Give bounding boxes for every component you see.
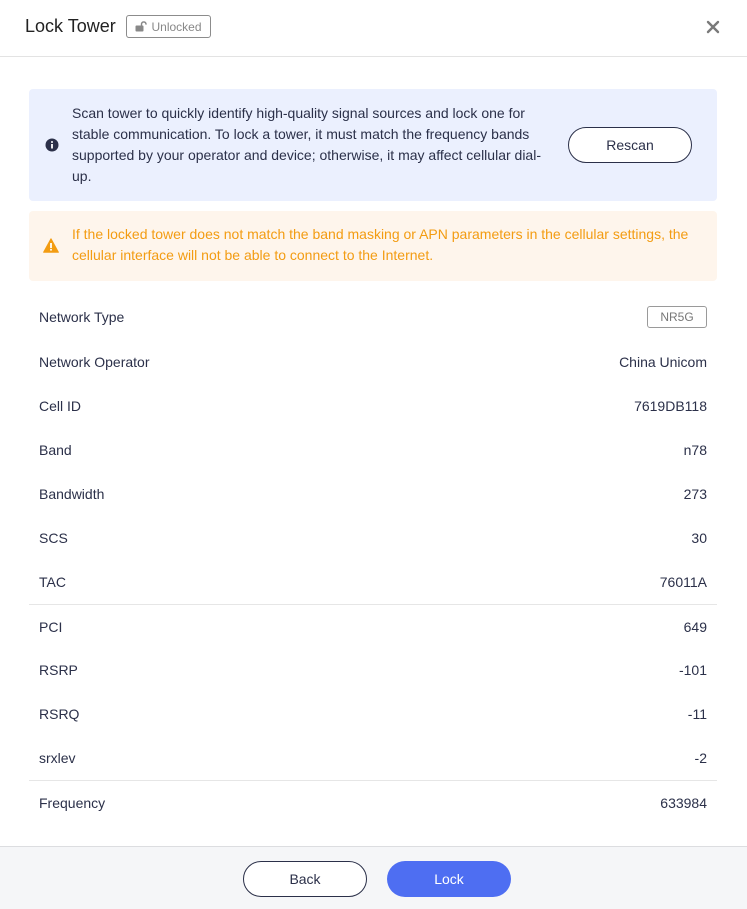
detail-row <box>29 648 717 692</box>
dialog-footer <box>0 846 747 909</box>
detail-value: 649 <box>683 619 707 635</box>
detail-row <box>29 692 717 736</box>
detail-label: Network Operator <box>39 354 150 370</box>
detail-value: n78 <box>683 442 707 458</box>
detail-label: RSRQ <box>39 706 80 722</box>
info-banner <box>29 89 717 201</box>
detail-value: 76011A <box>659 574 707 590</box>
detail-value: 7619DB118 <box>634 398 707 414</box>
dialog-header <box>0 0 747 57</box>
warning-text: If the locked tower does not match the band masking or APN parameters in the cellular settings, the cellular interface will not be able to connect to the Internet. <box>72 226 689 263</box>
detail-row <box>29 516 717 560</box>
detail-row <box>29 560 717 604</box>
network-type-badge: NR5G <box>647 306 707 328</box>
detail-row <box>29 472 717 516</box>
detail-label: Bandwidth <box>39 486 105 502</box>
close-icon[interactable] <box>704 18 722 36</box>
status-badge-label: Unlocked <box>151 19 202 34</box>
detail-label: Network Type <box>39 309 125 325</box>
detail-label: TAC <box>39 574 66 590</box>
detail-row <box>29 428 717 472</box>
info-text: Scan tower to quickly identify high-quality signal sources and lock one for stable communication. To lock a tower, it must match the frequency bands supported by your operator and device; otherwise, it may affect cellular dial-up. <box>72 105 541 184</box>
tower-details <box>29 295 717 824</box>
detail-label: Band <box>39 442 72 458</box>
detail-label: PCI <box>39 619 63 635</box>
detail-value: 273 <box>683 486 707 502</box>
warning-icon <box>43 238 59 253</box>
detail-row <box>29 384 717 428</box>
detail-row <box>29 780 717 824</box>
dialog-title: Lock Tower <box>25 16 116 36</box>
detail-label: srxlev <box>39 750 76 766</box>
detail-value: 30 <box>691 530 707 546</box>
back-button[interactable]: Back <box>243 861 367 897</box>
detail-value: -2 <box>694 750 707 766</box>
unlock-icon <box>135 21 147 32</box>
detail-value: -101 <box>678 662 707 678</box>
rescan-button[interactable]: Rescan <box>568 127 692 163</box>
detail-label: RSRP <box>39 662 78 678</box>
detail-label: Frequency <box>39 795 106 811</box>
detail-row-network-type <box>29 295 717 340</box>
warning-banner <box>29 211 717 281</box>
detail-label: SCS <box>39 530 68 546</box>
detail-label: Cell ID <box>39 398 82 414</box>
detail-row <box>29 736 717 780</box>
info-icon <box>45 138 59 152</box>
detail-row <box>29 604 717 648</box>
detail-value: China Unicom <box>619 354 707 370</box>
status-badge <box>126 15 211 38</box>
lock-button[interactable]: Lock <box>387 861 511 897</box>
detail-row <box>29 340 717 384</box>
detail-value: -11 <box>687 706 707 722</box>
detail-value: 633984 <box>660 795 707 811</box>
